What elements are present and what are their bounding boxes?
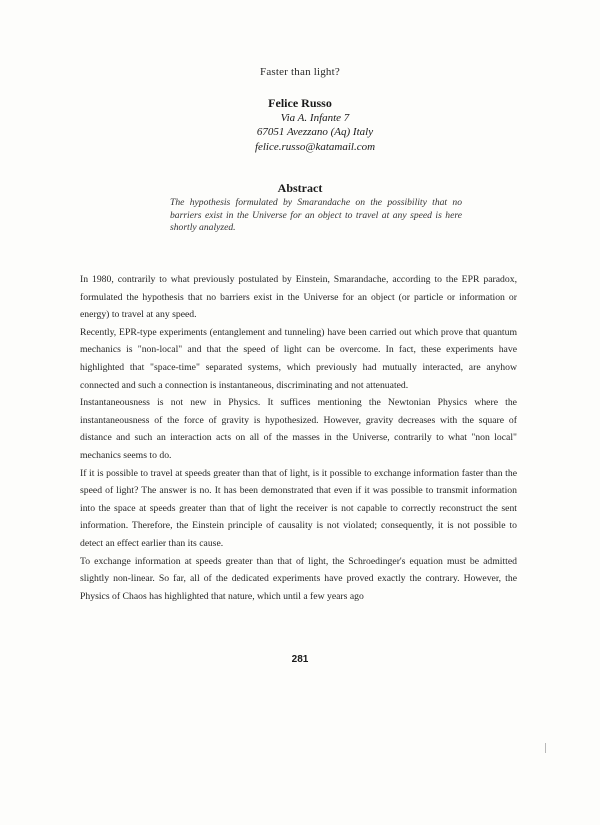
body-text [80,271,517,605]
body-paragraph: In 1980, contrarily to what previously postulated by Einstein, Smarandache, according to the EPR paradox, formulated the hypothesis that no barriers exist in the Universe for an object (or particle or information or energy) to travel at any speed. [80,274,517,321]
author-email: felice.russo@katamail.com [254,140,376,153]
author-name: Felice Russo [268,96,332,110]
scan-mark [545,743,546,753]
paper-title: Faster than light? [260,66,340,78]
body-paragraph: If it is possible to travel at speeds greater than that of light, is it possible to exchange information faster than the speed of light? The answer is no. It has been demonstrated that even if it was possible to transmit information into the space at speeds greater than that of light the receiver is not capable to correctly reconstruct the sent information. Therefore, the Einstein principle of causality is not violated; consequently, it is not possible to detect an effect earlier than its cause. [80,467,517,549]
body-paragraph: To exchange information at speeds greater than that of light, the Schroedinger's equation must be admitted slightly non-linear. So far, all of the dedicated experiments have proved exactly the contrary. However, the Physics of Chaos has highlighted that nature, which until a few years ago [80,555,517,602]
page-number: 281 [291,654,309,665]
body-paragraph: Instantaneousness is not new in Physics. It suffices mentioning the Newtonian Physics where the instantaneousness of the force of gravity is hypothesized. However, gravity decreases with the square of distance and such an interaction acts on all of the masses in the Universe, contrarily to what "non local" mechanics seems to do. [80,397,517,461]
author-address-line2: 67051 Avezzano (Aq) Italy [256,126,374,138]
abstract-text: The hypothesis formulated by Smarandache on the possibility that no barriers exist in the Universe for an object to travel at any speed is here shortly analyzed. [170,197,462,233]
author-block [0,96,600,154]
body-paragraph: Recently, EPR-type experiments (entanglement and tunneling) have been carried out which prove that quantum mechanics is "non-local" and that the speed of light can be overcome. In fact, these experiments have highlighted that "space-time" separated systems, which previously had mutually interacted, are anyhow connected and such a connection is instantaneous, discriminating and not attenuated. [80,326,517,391]
abstract-heading: Abstract [277,181,323,195]
author-address-line1: Via A. Infante 7 [280,111,350,124]
